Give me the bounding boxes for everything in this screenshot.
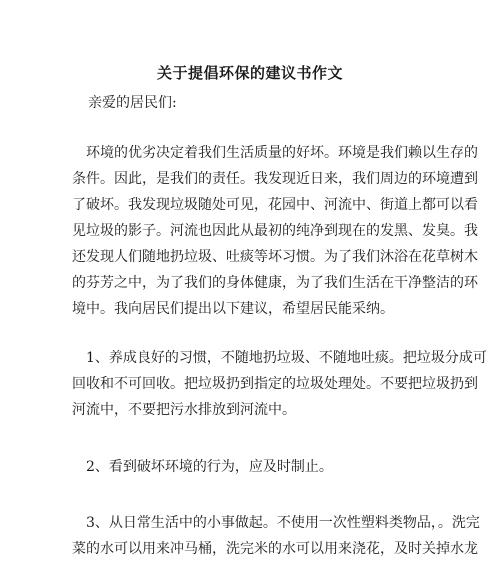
paragraph-intro — [72, 140, 478, 322]
paragraph-line: 条件。因此，是我们的责任。我发现近日来，我们周边的环境遭到 — [72, 171, 478, 187]
document-title: 关于提倡环保的建议书作文 — [156, 64, 343, 82]
paragraph-line: 还发现人们随地扔垃圾、吐痰等坏习惯。为了我们沐浴在花草树木 — [72, 249, 478, 265]
paragraph-line: 的芬芳之中，为了我们的身体健康，为了我们生活在干净整洁的环 — [72, 275, 478, 291]
paragraph-suggestion-1 — [72, 345, 487, 423]
paragraph-suggestion-3 — [72, 510, 480, 562]
salutation: 亲爱的居民们: — [88, 95, 177, 111]
paragraph-line: 2、看到破坏环境的行为，应及时制止。 — [86, 459, 333, 475]
paragraph-line: 1、养成良好的习惯，不随地扔垃圾、不随地吐痰。把垃圾分成可 — [86, 350, 487, 366]
paragraph-line: 菜的水可以用来冲马桶，洗完米的水可以用来浇花，及时关掉水龙 — [72, 541, 478, 557]
paragraph-suggestion-2 — [72, 454, 428, 480]
paragraph-line: 境中。我向居民们提出以下建议，希望居民能采纳。 — [72, 301, 394, 317]
paragraph-line: 了破坏。我发现垃圾随处可见，花园中、河流中、街道上都可以看 — [72, 197, 478, 213]
paragraph-line: 3、从日常生活中的小事做起。不使用一次性塑料类物品，。洗完 — [86, 515, 480, 531]
paragraph-line: 河流中，不要把污水排放到河流中。 — [72, 402, 296, 418]
paragraph-line: 环境的优劣决定着我们生活质量的好坏。环境是我们赖以生存的 — [86, 145, 478, 161]
paragraph-line: 回收和不可回收。把垃圾扔到指定的垃圾处理处。不要把垃圾扔到 — [72, 376, 478, 392]
paragraph-line: 见垃圾的影子。河流也因此从最初的纯净到现在的发黑、发臭。我 — [72, 223, 478, 239]
